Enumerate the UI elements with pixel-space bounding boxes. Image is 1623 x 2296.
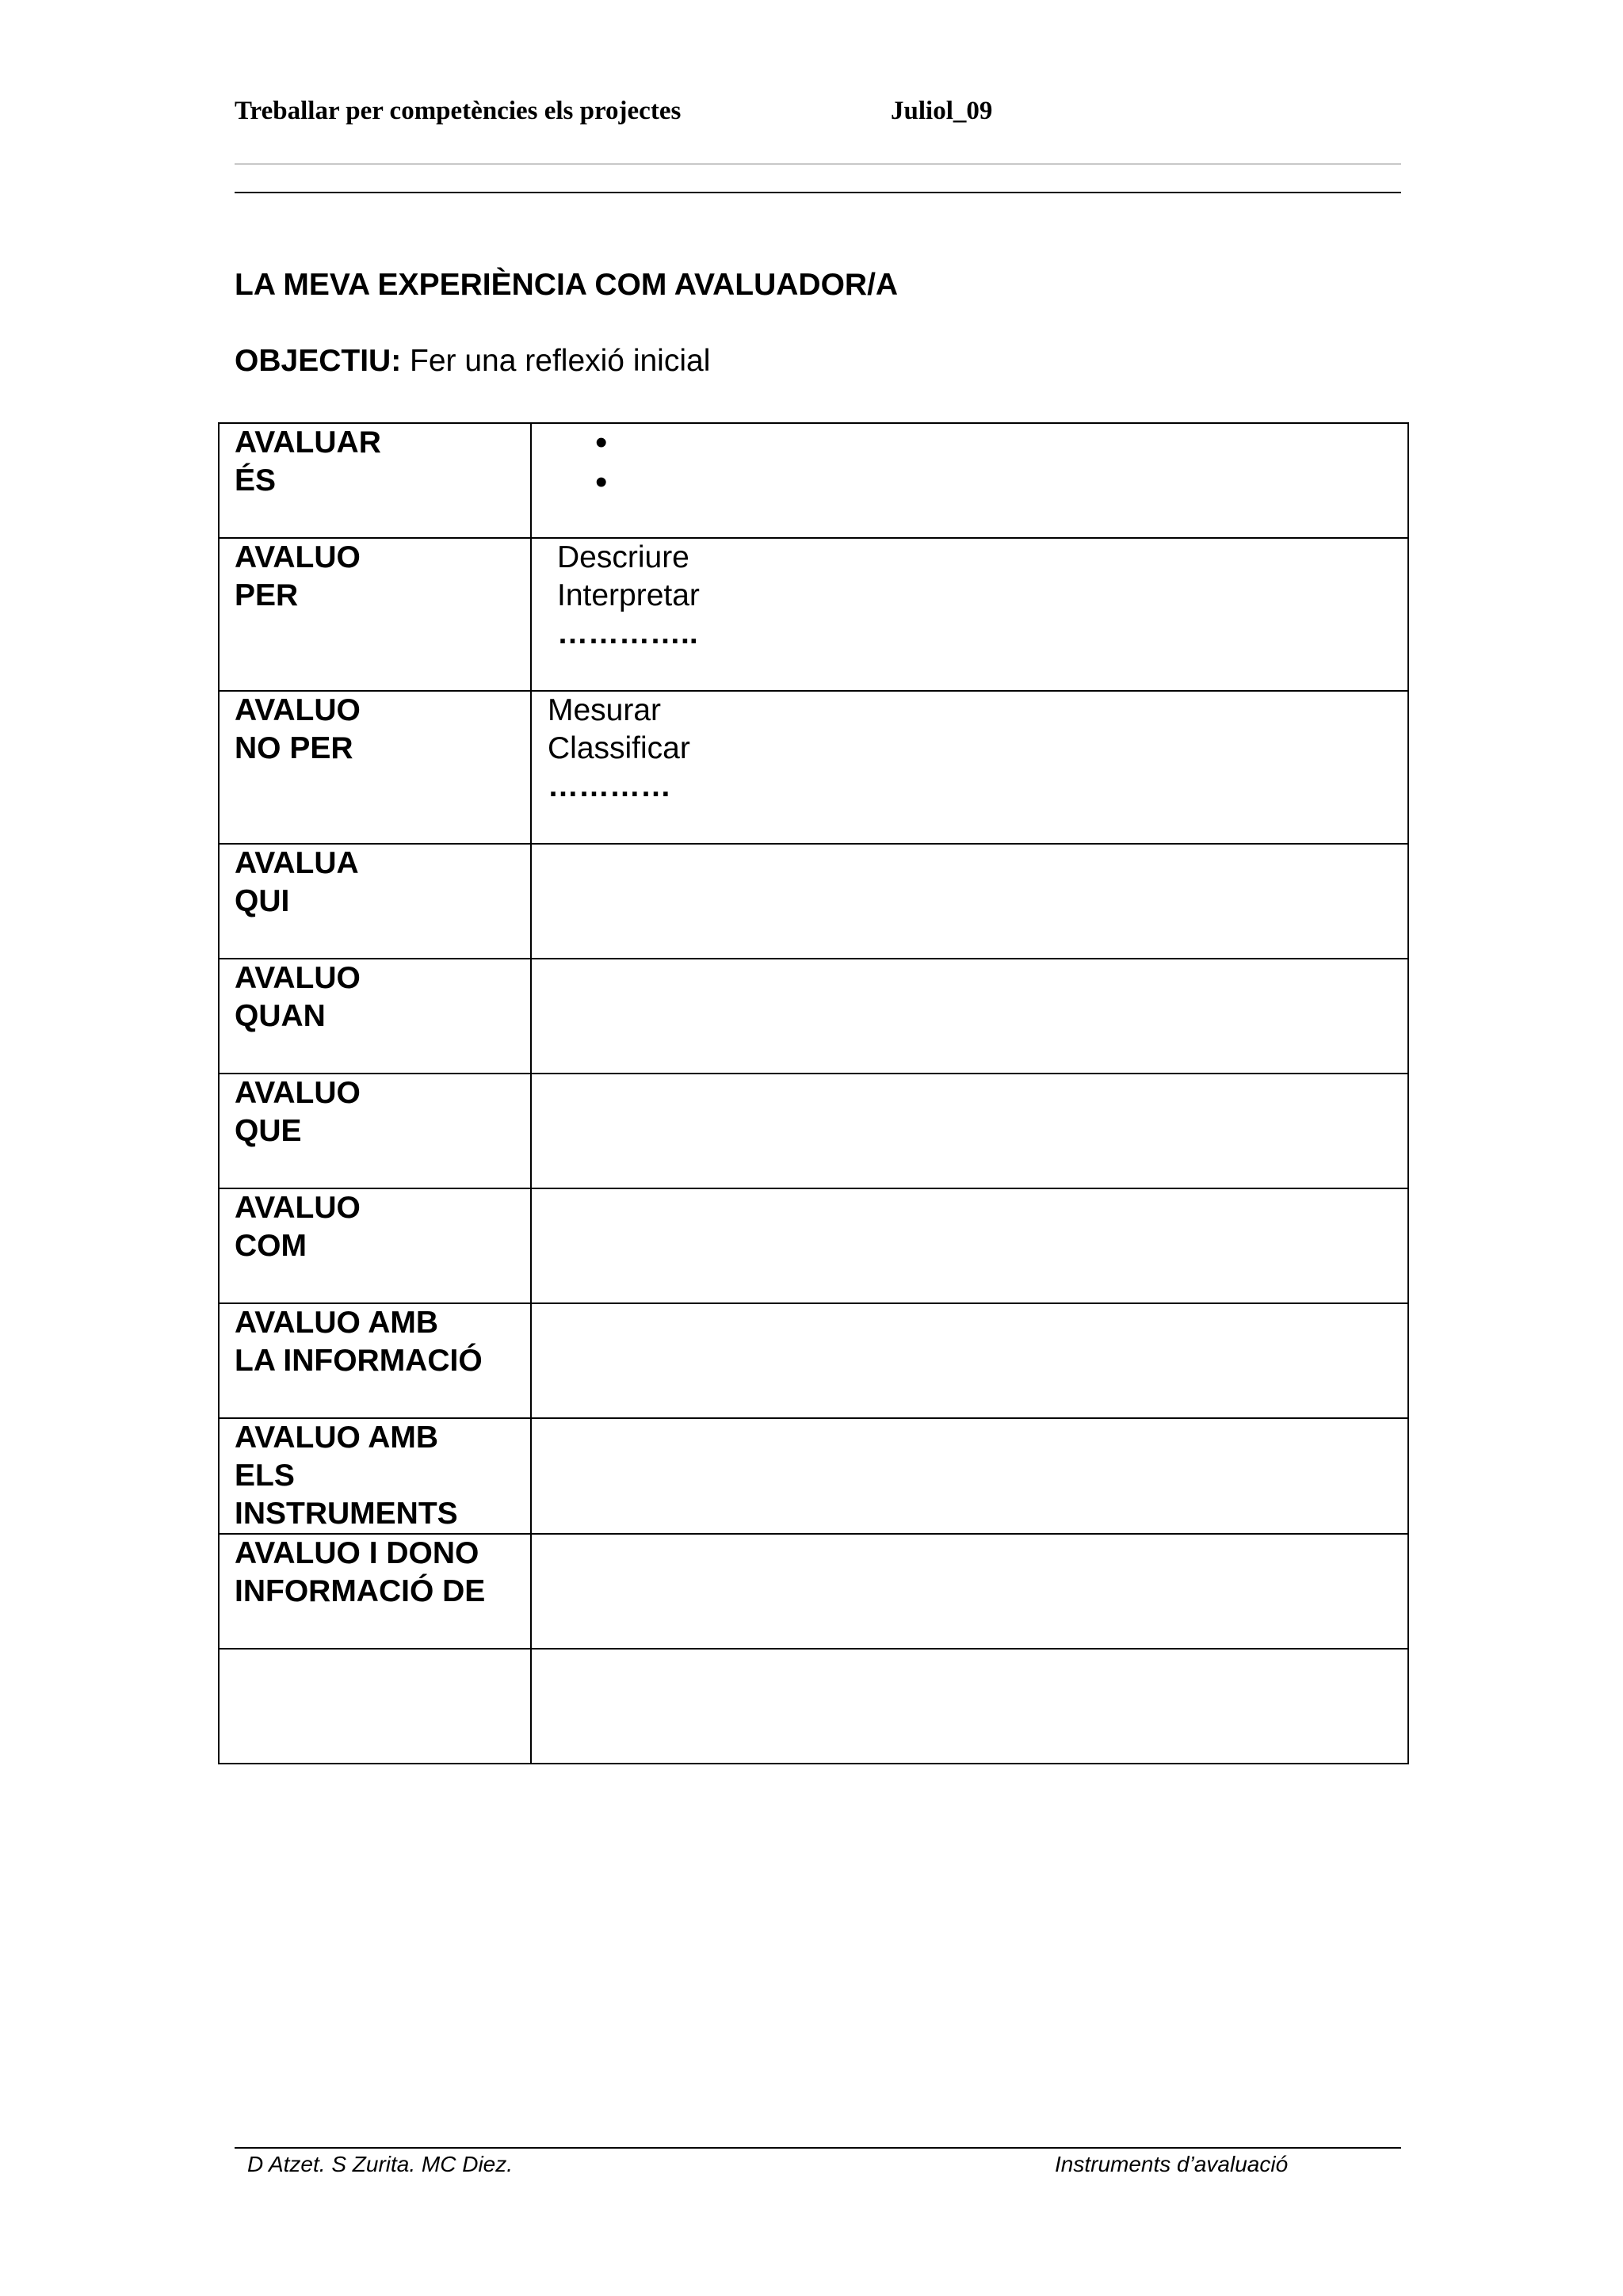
row-label: AVALUA QUI bbox=[235, 846, 359, 918]
row-label: AVALUO QUAN bbox=[235, 961, 361, 1033]
row-content-cell bbox=[531, 1074, 1408, 1188]
content-line: Mesurar bbox=[548, 693, 662, 727]
row-content-cell bbox=[531, 844, 1408, 959]
header-date: Juliol_09 bbox=[891, 97, 993, 125]
row-label-cell bbox=[219, 691, 531, 844]
row-label-cell bbox=[219, 1303, 531, 1418]
table-row bbox=[219, 1649, 1408, 1764]
row-content bbox=[532, 692, 1407, 806]
row-label: AVALUO I DONO INFORMACIÓ DE bbox=[235, 1536, 486, 1608]
row-content-cell bbox=[531, 1534, 1408, 1649]
row-content-cell bbox=[531, 1188, 1408, 1303]
row-label-cell bbox=[219, 1074, 531, 1188]
objective-text: Fer una reflexió inicial bbox=[401, 344, 711, 378]
header-divider-thin bbox=[235, 163, 1401, 165]
table-row bbox=[219, 691, 1408, 844]
page-title: LA MEVA EXPERIÈNCIA COM AVALUADOR/A bbox=[235, 268, 899, 302]
table-row bbox=[219, 538, 1408, 691]
content-ellipsis: ………… bbox=[548, 769, 671, 803]
table-row bbox=[219, 1074, 1408, 1188]
objective bbox=[235, 344, 710, 379]
table-row bbox=[219, 1188, 1408, 1303]
table-row bbox=[219, 844, 1408, 959]
content-ellipsis: ………….. bbox=[557, 616, 698, 650]
row-label-cell bbox=[219, 1188, 531, 1303]
row-label: AVALUO AMB ELS INSTRUMENTS bbox=[235, 1421, 458, 1531]
header-document-title: Treballar per competències els projectes bbox=[235, 97, 682, 125]
row-label-cell bbox=[219, 1534, 531, 1649]
table-row bbox=[219, 423, 1408, 538]
footer-authors: D Atzet. S Zurita. MC Diez. bbox=[247, 2152, 514, 2176]
table-row bbox=[219, 1418, 1408, 1534]
row-label-cell bbox=[219, 1418, 531, 1534]
objective-label: OBJECTIU: bbox=[235, 344, 402, 378]
row-content bbox=[532, 539, 1407, 653]
table-row bbox=[219, 1534, 1408, 1649]
content-line: Classificar bbox=[548, 731, 690, 765]
row-content-cell bbox=[531, 538, 1408, 691]
row-label-cell bbox=[219, 959, 531, 1074]
content-line: Interpretar bbox=[557, 578, 700, 612]
bullet-item bbox=[595, 424, 1407, 463]
row-content-cell bbox=[531, 1418, 1408, 1534]
row-label: AVALUO NO PER bbox=[235, 693, 361, 765]
table-row bbox=[219, 959, 1408, 1074]
row-content-cell bbox=[531, 959, 1408, 1074]
row-content-cell bbox=[531, 691, 1408, 844]
bullet-list bbox=[532, 424, 1407, 503]
row-content-cell bbox=[531, 1303, 1408, 1418]
row-label-cell bbox=[219, 538, 531, 691]
footer-divider bbox=[235, 2147, 1401, 2149]
header-divider bbox=[235, 192, 1401, 193]
footer-section-title: Instruments d’avaluació bbox=[1055, 2152, 1289, 2176]
row-label-cell bbox=[219, 423, 531, 538]
row-content-cell bbox=[531, 423, 1408, 538]
row-label: AVALUAR ÉS bbox=[235, 425, 381, 498]
evaluation-table bbox=[218, 422, 1409, 1764]
bullet-item bbox=[595, 463, 1407, 503]
row-label-cell bbox=[219, 844, 531, 959]
row-label: AVALUO AMB LA INFORMACIÓ bbox=[235, 1306, 483, 1378]
content-line: Descriure bbox=[557, 540, 689, 574]
row-label: AVALUO COM bbox=[235, 1191, 361, 1263]
table-row bbox=[219, 1303, 1408, 1418]
row-content-cell bbox=[531, 1649, 1408, 1764]
row-label-cell bbox=[219, 1649, 531, 1764]
row-label: AVALUO QUE bbox=[235, 1076, 361, 1148]
row-label: AVALUO PER bbox=[235, 540, 361, 612]
